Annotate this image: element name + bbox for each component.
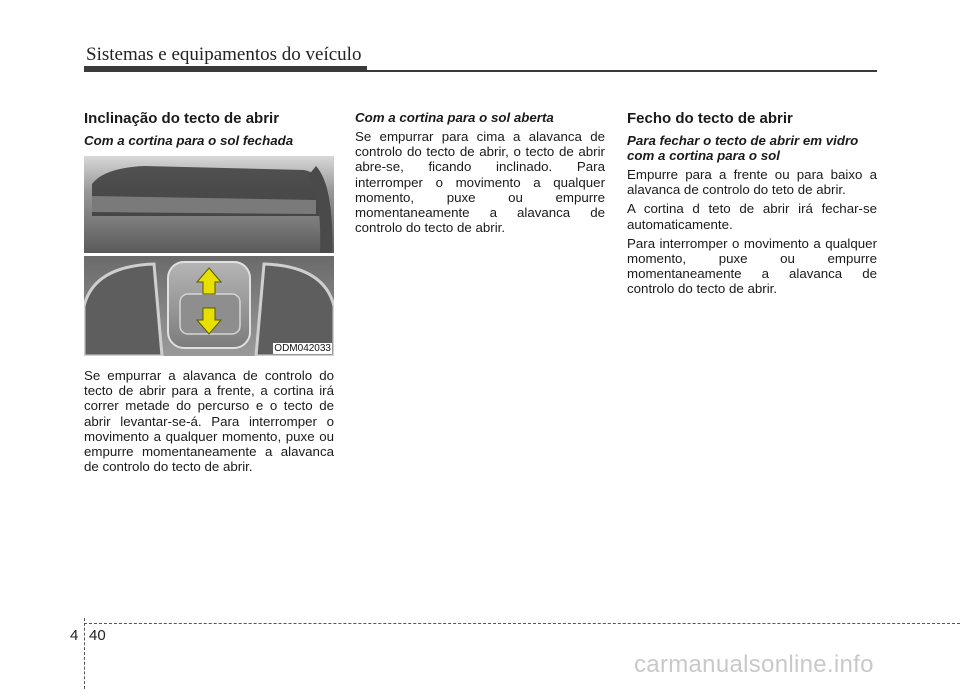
subheading-shade-open: Com a cortina para o sol aberta [355,110,554,125]
sunroof-control-illustration [84,156,334,356]
figure-code: ODM042033 [274,343,331,354]
figure-divider [84,253,334,256]
header-bar [84,66,367,72]
chapter-number: 4 [70,627,79,644]
column-2 [355,110,605,239]
header-title: Sistemas e equipamentos do veículo [86,44,362,65]
watermark: carmanualsonline.info [634,651,874,678]
sunroof-control-figure [84,156,334,356]
paragraph-close-2: A cortina d teto de abrir irá fechar-se automaticamente. [627,201,877,232]
page-number: 40 [89,627,106,644]
footer-divider [84,618,85,689]
section-heading-tilt: Inclinação do tecto de abrir [84,110,280,127]
footer-rule [84,623,960,624]
paragraph-tilt: Se empurrar a alavanca de controlo do tecto de abrir para a frente, a cortina irá correr metade do percurso e o tecto de abrir levantar-se-á. Para interromper o movimento a qualquer momento, puxe ou empurre momentaneamente a alavanca de controlo do tecto de abrir. [84,368,334,475]
paragraph-close-3: Para interromper o movimento a qualquer momento, puxe ou empurre momentaneamente a alavanca de controlo do tecto de abrir. [627,235,877,297]
subheading-close-glass: Para fechar o tecto de abrir em vidro com a cortina para o sol [627,133,859,163]
paragraph-shade-open: Se empurrar para cima a alavanca de controlo do tecto de abrir, o tecto de abrir abre-se, ficando inclinado. Para interromper o movimento a qualquer momento, puxe ou empurre momentaneamente a alavanca de controlo do tecto de abrir. [355,129,605,236]
header-rule [367,70,877,72]
col1-body [84,368,334,474]
column-1 [84,110,334,478]
column-3 [627,110,877,301]
subheading-shade-closed: Com a cortina para o sol fechada [84,133,294,148]
section-heading-close: Fecho do tecto de abrir [627,110,793,127]
paragraph-close-1: Empurre para a frente ou para baixo a alavanca de controlo do teto de abrir. [627,167,877,198]
